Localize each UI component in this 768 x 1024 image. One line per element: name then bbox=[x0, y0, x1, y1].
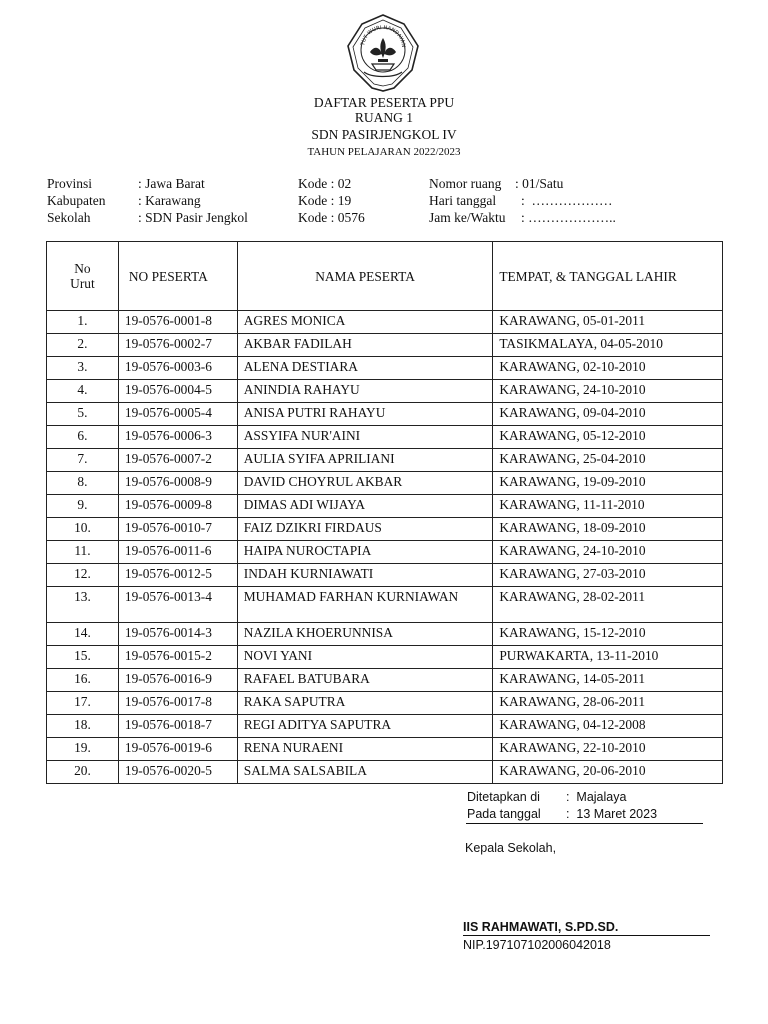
row-nama-peserta: ASSYIFA NUR'AINI bbox=[237, 426, 493, 449]
row-number: 19. bbox=[47, 738, 119, 761]
table-row bbox=[47, 761, 723, 784]
tanggal-label: Pada tanggal bbox=[467, 807, 541, 821]
tut-wuri-handayani-logo bbox=[342, 12, 424, 94]
jam-value: : ……………….. bbox=[521, 210, 616, 225]
principal-name: IIS RAHMAWATI, S.PD.SD. bbox=[463, 920, 619, 934]
jam-label: Jam ke/Waktu bbox=[429, 210, 506, 225]
row-nama-peserta: ANISA PUTRI RAHAYU bbox=[237, 403, 493, 426]
row-no-peserta: 19-0576-0020-5 bbox=[118, 761, 237, 784]
row-no-peserta: 19-0576-0015-2 bbox=[118, 646, 237, 669]
table-row bbox=[47, 495, 723, 518]
row-no-peserta: 19-0576-0001-8 bbox=[118, 311, 237, 334]
row-tempat-tanggal-lahir: KARAWANG, 27-03-2010 bbox=[493, 564, 723, 587]
row-nama-peserta: MUHAMAD FARHAN KURNIAWAN bbox=[237, 587, 493, 623]
header-nama-peserta: NAMA PESERTA bbox=[237, 242, 493, 311]
table-row bbox=[47, 587, 723, 623]
hari-label: Hari tanggal bbox=[429, 193, 497, 208]
row-number: 5. bbox=[47, 403, 119, 426]
row-tempat-tanggal-lahir: KARAWANG, 18-09-2010 bbox=[493, 518, 723, 541]
table-row bbox=[47, 646, 723, 669]
row-no-peserta: 19-0576-0016-9 bbox=[118, 669, 237, 692]
row-no-peserta: 19-0576-0018-7 bbox=[118, 715, 237, 738]
school-title: SDN PASIRJENGKOL IV bbox=[311, 127, 457, 142]
row-nama-peserta: NAZILA KHOERUNNISA bbox=[237, 623, 493, 646]
sekolah-label: Sekolah bbox=[47, 210, 91, 225]
table-row bbox=[47, 623, 723, 646]
row-number: 16. bbox=[47, 669, 119, 692]
row-no-peserta: 19-0576-0017-8 bbox=[118, 692, 237, 715]
row-tempat-tanggal-lahir: PURWAKARTA, 13-11-2010 bbox=[493, 646, 723, 669]
row-tempat-tanggal-lahir: KARAWANG, 20-06-2010 bbox=[493, 761, 723, 784]
row-number: 20. bbox=[47, 761, 119, 784]
header-tempat-tanggal-lahir: TEMPAT, & TANGGAL LAHIR bbox=[493, 242, 723, 311]
row-tempat-tanggal-lahir: KARAWANG, 24-10-2010 bbox=[493, 541, 723, 564]
kabupaten-value: : Karawang bbox=[138, 193, 201, 208]
row-no-peserta: 19-0576-0004-5 bbox=[118, 380, 237, 403]
row-no-peserta: 19-0576-0006-3 bbox=[118, 426, 237, 449]
row-number: 1. bbox=[47, 311, 119, 334]
row-tempat-tanggal-lahir: KARAWANG, 14-05-2011 bbox=[493, 669, 723, 692]
row-tempat-tanggal-lahir: KARAWANG, 25-04-2010 bbox=[493, 449, 723, 472]
table-row bbox=[47, 311, 723, 334]
row-tempat-tanggal-lahir: TASIKMALAYA, 04-05-2010 bbox=[493, 334, 723, 357]
row-tempat-tanggal-lahir: KARAWANG, 11-11-2010 bbox=[493, 495, 723, 518]
header-no-line2: Urut bbox=[70, 276, 95, 291]
table-row bbox=[47, 518, 723, 541]
sekolah-value: : SDN Pasir Jengkol bbox=[138, 210, 248, 225]
table-row bbox=[47, 426, 723, 449]
logo-motto: TUT WURI HANDAYAN bbox=[360, 24, 407, 48]
tanggal-value: : 13 Maret 2023 bbox=[566, 807, 658, 821]
row-no-peserta: 19-0576-0019-6 bbox=[118, 738, 237, 761]
participants-table bbox=[46, 241, 723, 784]
row-nama-peserta: NOVI YANI bbox=[237, 646, 493, 669]
row-nama-peserta: RAFAEL BATUBARA bbox=[237, 669, 493, 692]
ditetapkan-value: : Majalaya bbox=[566, 790, 627, 804]
table-row bbox=[47, 334, 723, 357]
row-number: 18. bbox=[47, 715, 119, 738]
row-number: 14. bbox=[47, 623, 119, 646]
row-number: 8. bbox=[47, 472, 119, 495]
row-no-peserta: 19-0576-0013-4 bbox=[118, 587, 237, 623]
row-no-peserta: 19-0576-0012-5 bbox=[118, 564, 237, 587]
row-no-peserta: 19-0576-0014-3 bbox=[118, 623, 237, 646]
table-row bbox=[47, 692, 723, 715]
row-number: 2. bbox=[47, 334, 119, 357]
table-row bbox=[47, 472, 723, 495]
table-row bbox=[47, 669, 723, 692]
row-number: 10. bbox=[47, 518, 119, 541]
table-row bbox=[47, 449, 723, 472]
principal-name-underline bbox=[463, 935, 710, 936]
table-row bbox=[47, 541, 723, 564]
row-nama-peserta: SALMA SALSABILA bbox=[237, 761, 493, 784]
row-number: 12. bbox=[47, 564, 119, 587]
row-no-peserta: 19-0576-0002-7 bbox=[118, 334, 237, 357]
row-no-peserta: 19-0576-0011-6 bbox=[118, 541, 237, 564]
row-number: 11. bbox=[47, 541, 119, 564]
row-no-peserta: 19-0576-0009-8 bbox=[118, 495, 237, 518]
ruang-value: : 01/Satu bbox=[515, 176, 564, 191]
kabupaten-kode: Kode : 19 bbox=[298, 193, 352, 208]
academic-year: TAHUN PELAJARAN 2022/2023 bbox=[307, 146, 461, 158]
row-nama-peserta: AGRES MONICA bbox=[237, 311, 493, 334]
room-title: RUANG 1 bbox=[354, 110, 414, 125]
header-no-urut bbox=[47, 242, 119, 311]
document-title: DAFTAR PESERTA PPU bbox=[313, 95, 455, 110]
table-row bbox=[47, 380, 723, 403]
row-tempat-tanggal-lahir: KARAWANG, 22-10-2010 bbox=[493, 738, 723, 761]
row-nama-peserta: RENA NURAENI bbox=[237, 738, 493, 761]
date-underline bbox=[466, 823, 703, 824]
row-number: 4. bbox=[47, 380, 119, 403]
row-tempat-tanggal-lahir: KARAWANG, 04-12-2008 bbox=[493, 715, 723, 738]
row-tempat-tanggal-lahir: KARAWANG, 15-12-2010 bbox=[493, 623, 723, 646]
row-tempat-tanggal-lahir: KARAWANG, 28-06-2011 bbox=[493, 692, 723, 715]
row-nama-peserta: RAKA SAPUTRA bbox=[237, 692, 493, 715]
row-nama-peserta: INDAH KURNIAWATI bbox=[237, 564, 493, 587]
kabupaten-label: Kabupaten bbox=[47, 193, 106, 208]
row-no-peserta: 19-0576-0010-7 bbox=[118, 518, 237, 541]
row-nama-peserta: FAIZ DZIKRI FIRDAUS bbox=[237, 518, 493, 541]
row-nama-peserta: DIMAS ADI WIJAYA bbox=[237, 495, 493, 518]
provinsi-label: Provinsi bbox=[47, 176, 93, 191]
row-nama-peserta: REGI ADITYA SAPUTRA bbox=[237, 715, 493, 738]
provinsi-kode: Kode : 02 bbox=[298, 176, 352, 191]
row-no-peserta: 19-0576-0003-6 bbox=[118, 357, 237, 380]
row-number: 9. bbox=[47, 495, 119, 518]
sekolah-kode: Kode : 0576 bbox=[298, 210, 365, 225]
row-tempat-tanggal-lahir: KARAWANG, 24-10-2010 bbox=[493, 380, 723, 403]
row-nama-peserta: HAIPA NUROCTAPIA bbox=[237, 541, 493, 564]
row-number: 7. bbox=[47, 449, 119, 472]
row-nama-peserta: ALENA DESTIARA bbox=[237, 357, 493, 380]
row-number: 6. bbox=[47, 426, 119, 449]
table-row bbox=[47, 564, 723, 587]
table-row bbox=[47, 403, 723, 426]
table-row bbox=[47, 357, 723, 380]
ruang-label: Nomor ruang bbox=[429, 176, 502, 191]
ditetapkan-label: Ditetapkan di bbox=[467, 790, 540, 804]
row-number: 13. bbox=[47, 587, 119, 623]
row-number: 15. bbox=[47, 646, 119, 669]
provinsi-value: : Jawa Barat bbox=[138, 176, 205, 191]
kepala-sekolah-title: Kepala Sekolah, bbox=[465, 841, 557, 855]
row-number: 17. bbox=[47, 692, 119, 715]
table-row bbox=[47, 738, 723, 761]
row-tempat-tanggal-lahir: KARAWANG, 09-04-2010 bbox=[493, 403, 723, 426]
row-number: 3. bbox=[47, 357, 119, 380]
row-no-peserta: 19-0576-0005-4 bbox=[118, 403, 237, 426]
table-row bbox=[47, 715, 723, 738]
row-no-peserta: 19-0576-0008-9 bbox=[118, 472, 237, 495]
row-nama-peserta: ANINDIA RAHAYU bbox=[237, 380, 493, 403]
svg-text:TUT WURI HANDAYANI bbox=[342, 12, 406, 48]
principal-nip: NIP.197107102006042018 bbox=[463, 938, 611, 952]
header-no-peserta: NO PESERTA bbox=[118, 242, 237, 311]
hari-value: : ……………… bbox=[521, 193, 613, 208]
row-nama-peserta: AKBAR FADILAH bbox=[237, 334, 493, 357]
row-tempat-tanggal-lahir: KARAWANG, 02-10-2010 bbox=[493, 357, 723, 380]
row-nama-peserta: DAVID CHOYRUL AKBAR bbox=[237, 472, 493, 495]
table-header-row bbox=[47, 242, 723, 311]
row-nama-peserta: AULIA SYIFA APRILIANI bbox=[237, 449, 493, 472]
row-tempat-tanggal-lahir: KARAWANG, 05-01-2011 bbox=[493, 311, 723, 334]
header-no-line1: No bbox=[74, 261, 91, 276]
row-tempat-tanggal-lahir: KARAWANG, 05-12-2010 bbox=[493, 426, 723, 449]
row-tempat-tanggal-lahir: KARAWANG, 28-02-2011 bbox=[493, 587, 723, 623]
row-no-peserta: 19-0576-0007-2 bbox=[118, 449, 237, 472]
row-tempat-tanggal-lahir: KARAWANG, 19-09-2010 bbox=[493, 472, 723, 495]
